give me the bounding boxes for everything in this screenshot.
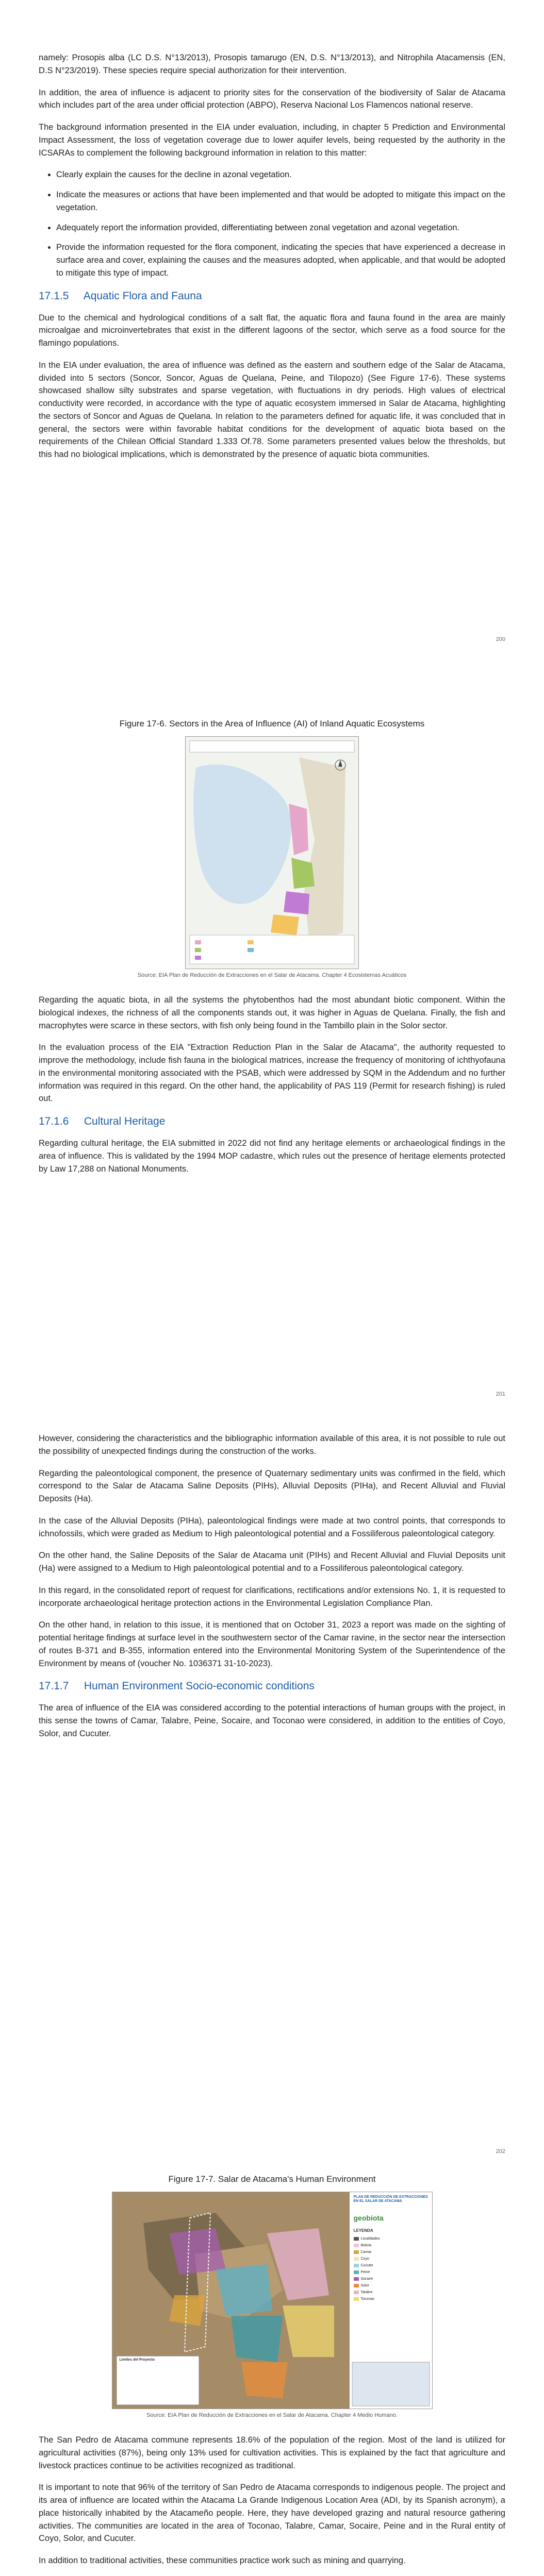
- page-4-body: [39, 2174, 505, 2576]
- figure-source: Source: EIA Plan de Reducción de Extracciones en el Salar de Atacama. Chapter 4 Medio Humano.: [146, 2412, 398, 2418]
- legend-label: Solor: [360, 2284, 369, 2287]
- legend-swatch: [354, 2264, 359, 2267]
- legend-label: Talabre: [360, 2291, 373, 2294]
- page-1: [0, 0, 544, 665]
- legend-label: Coyo: [360, 2257, 369, 2261]
- heritage-paragraph-2: Regarding the paleontological component, the presence of Quaternary sedimentary units was confirmed in the field, which correspond to the Salar de Atacama Saline Deposits (PIHs), Alluvial Deposits (PIHa), and Recent Alluvial and Fluvial Deposits (Ha).: [39, 1468, 505, 1503]
- page-number: 201: [496, 1391, 505, 1397]
- list-item: • Provide the information requested for the flora component, indicating the species that have experienced a decrease in surface area and cover, explaining the causes and the measures adopted, when applicable, and that would be adopted to mitigate this type of impact.: [56, 241, 505, 279]
- legend-entry: [354, 2269, 429, 2276]
- section-number: 17.1.7: [39, 1680, 69, 1692]
- section-heading-aquatic: [39, 290, 505, 302]
- legend-swatch: [354, 2297, 359, 2301]
- aquatic-paragraph-1: Due to the chemical and hydrological conditions of a salt flat, the aquatic flora and fauna found in the area are mainly microalgae and microinvertebrates that exist in the different lagoons of the sector, which serve as a food source for the flamingo populations.: [39, 313, 505, 348]
- map-graphic: [186, 737, 358, 969]
- legend-swatch: [354, 2277, 359, 2281]
- intro-paragraph: namely: Prosopis alba (LC D.S. N°13/2013), Prosopis tamarugo (EN, D.S. N°13/2013), and Nitrophila Atacamensis (EN, D.S N°23/2019). These species require special authorization for their intervention.: [39, 53, 505, 75]
- heritage-paragraph-4: On the other hand, the Saline Deposits of the Salar de Atacama unit (PIHs) and Recent Alluvial and Fluvial Deposits unit (Ha) were assigned to a Medium to High paleontological potential and to a Fossiliferous paleontological category.: [39, 1551, 505, 1573]
- page-3: [0, 1432, 544, 2164]
- section-title: Cultural Heritage: [84, 1115, 166, 1127]
- legend-swatch: [354, 2284, 359, 2287]
- map-inset-label: Limites del Proyecto: [119, 2358, 155, 2362]
- list-item: • Indicate the measures or actions that have been implemented and that would be adopted to mitigate this impact on the vegetation.: [56, 189, 505, 214]
- legend-entry: [354, 2276, 429, 2282]
- legend-entry: [354, 2262, 429, 2269]
- legend-swatch: [354, 2250, 359, 2254]
- page-2: [0, 719, 544, 1422]
- legend-label: Localidades: [360, 2237, 380, 2241]
- biota-paragraph: Regarding the aquatic biota, in all the systems the phytobenthos had the most abundant biotic component. Within the biological indexes, the richness of all the components stands out, it was higher in Aguas de Quelana. Finally, the fish and macrophytes were scarce in these sectors, with fish only being found in the Tambillo plain in the Solor sector.: [39, 995, 505, 1030]
- list-item: • Clearly explain the causes for the decline in azonal vegetation.: [56, 168, 505, 181]
- section-number: 17.1.6: [39, 1115, 69, 1127]
- map-legend-title: LEYENDA: [353, 2228, 373, 2233]
- page-number: 200: [496, 636, 505, 642]
- adjacent-paragraph: In addition, the area of influence is adjacent to priority sites for the conservation of the biodiversity of Salar de Atacama which includes part of the area under official protection (ABPO), Reserva Nacional Los Flamencos national reserve.: [39, 88, 505, 110]
- legend-label: Bolivia: [360, 2244, 372, 2247]
- background-paragraph: The background information presented in the EIA under evaluation, including, in chapter 5 Prediction and Environmental Impact Assessment, the loss of vegetation coverage due to lower aquifer levels, being requested by the authority in the ICSARAs to complement the following background information in relation to this matter:: [39, 123, 505, 158]
- legend-entry: [354, 2289, 429, 2296]
- heritage-paragraph-3: In the case of the Alluvial Deposits (PIHa), paleontological findings were made at two control points, that corresponds to ichnofossils, which were graded as Medium to High paleontological potential and a Fossiliferous paleontological category.: [39, 1516, 505, 1538]
- section-heading-human: [39, 1680, 505, 1692]
- human-paragraph-2: It is important to note that 96% of the territory of San Pedro de Atacama corresponds to indigenous people. The project and its area of influence are located within the Atacama La Grande Indigenous Location Area (ADI, by its Spanish acronym), a place historically inhabited by the Atacameño people. Here, they have developed grazing and natural resource gathering activities. The communities are located in the area of Toconao, Talabre, Camar, Socaire, Peine and in the Rural entity of Coyo, Solor, and Cucuter.: [39, 2483, 505, 2544]
- legend-entry: [354, 2256, 429, 2262]
- map-legend: [354, 2235, 429, 2302]
- evaluation-paragraph: In the evaluation process of the EIA "Extraction Reduction Plan in the Salar de Atacama", the authority requested to improve the methodology, include fish fauna in the biological matrices, increase the frequency of monitoring of ichthyofauna in the environmental monitoring associated with the PSAB, which were addressed by SQM in the Addendum and no further information was required in this regard. On the other hand, the applicability of PAS 119 (Permit for research fishing) is ruled out.: [39, 1043, 505, 1104]
- page-number: 202: [496, 2148, 505, 2155]
- legend-label: Cucuter: [360, 2264, 374, 2267]
- heritage-paragraph-1: However, considering the characteristics and the bibliographic information available of this area, it is not possible to rule out the possibility of unexpected findings during the construction of the works.: [39, 1434, 505, 1456]
- legend-swatch: [354, 2237, 359, 2241]
- page-3-body: [39, 1432, 505, 1750]
- legend-label: Socaire: [360, 2277, 373, 2281]
- page-1-body: [39, 52, 505, 470]
- aquatic-paragraph-2: In the EIA under evaluation, the area of influence was defined as the eastern and southern edge of the Salar de Atacama, divided into 5 sectors (Soncor, Soncor, Aguas de Quelana, Peine, and Tilopozo) (See Figure 17-6). These systems showcased shallow silty substrates and sparse vegetation, with fluctuations in dry periods. High values of electrical conductivity were recorded, in accordance with the type of aquatic ecosystem immersed in Salar de Atacama, highlighting the sectors of Soncor and Aguas de Quelana. In relation to the parameters defined for aquatic life, it was concluded that in general, the sectors were within favorable habitat conditions for the development of aquatic biota based on the requirements of the Chilean Official Standard 1.333 Of.78. Some parameters presented values below the thresholds, but this had no biological implications, which is demonstrated by the presence of aquatic biota communities.: [39, 360, 505, 459]
- aquatic-sectors-map: [185, 736, 359, 969]
- legend-swatch: [354, 2291, 359, 2294]
- legend-swatch: [354, 2257, 359, 2261]
- legend-label: Camar: [360, 2250, 372, 2254]
- section-number: 17.1.5: [39, 290, 69, 302]
- legend-swatch: [354, 2244, 359, 2247]
- human-paragraph-1: The San Pedro de Atacama commune represents 18.6% of the population of the region. Most of the land is utilized for agricultural activities (87%), being only 13% used for cultivation activities. This is explained by the fact that agriculture and livestock practices continue to be activities recognized as traditional.: [39, 2435, 505, 2470]
- legend-swatch: [354, 2270, 359, 2274]
- page-4: [0, 2174, 544, 2576]
- list-item: • Adequately report the information provided, differentiating between zonal vegetation and azonal vegetation.: [56, 222, 505, 234]
- legend-label: Peine: [360, 2270, 370, 2274]
- human-paragraph: The area of influence of the EIA was considered according to the potential interactions of human groups with the project, in this sense the towns of Camar, Talabre, Peine, Socaire, and Toconao were considered, in addition to the entities of Coyo, Solor, and Cucuter.: [39, 1703, 505, 1738]
- map-header: PLAN DE REDUCCIÓN DE EXTRACCIONES EN EL SALAR DE ATACAMA: [353, 2195, 428, 2204]
- legend-entry: [354, 2296, 429, 2302]
- legend-entry: [354, 2249, 429, 2256]
- page-2-body: [39, 719, 505, 1184]
- figure-title: Figure 17-6. Sectors in the Area of Influence (AI) of Inland Aquatic Ecosystems: [119, 719, 425, 728]
- human-paragraph-3: In addition to traditional activities, these communities practice work such as mining and quarrying.: [39, 2556, 406, 2565]
- section-title: Aquatic Flora and Fauna: [83, 290, 202, 302]
- section-title: Human Environment Socio-economic conditions: [84, 1680, 315, 1692]
- legend-label: Toconao: [360, 2297, 374, 2301]
- requirements-list: [39, 168, 505, 279]
- heritage-paragraph-5: In this regard, in the consolidated report of request for clarifications, rectifications and/or extensions No. 1, it is requested to incorporate archaeological heritage protection actions in the Environmental Legislation Compliance Plan.: [39, 1585, 505, 1608]
- human-environment-map: [112, 2192, 433, 2409]
- figure-source: Source: EIA Plan de Reducción de Extracciones en el Salar de Atacama. Chapter 4 Ecosistemas Acuáticos: [137, 972, 407, 978]
- legend-entry: [354, 2235, 429, 2242]
- legend-entry: [354, 2242, 429, 2249]
- cultural-paragraph: Regarding cultural heritage, the EIA submitted in 2022 did not find any heritage elements or archaeological findings in the area of influence. This is validated by the 1994 MOP cadastre, which rules out the presence of heritage elements protected by Law 17,288 on National Monuments.: [39, 1139, 505, 1174]
- section-heading-cultural: [39, 1115, 505, 1128]
- heritage-paragraph-6: On the other hand, in relation to this issue, it is mentioned that on October 31, 2023 a report was made on the sighting of potential heritage findings at surface level in the southwestern sector of the Camar ravine, in the sector near the intersection of routes B-371 and B-355, information entered into the Environmental Monitoring System of the Superintendence of the Environment by means of (voucher No. 1036371 31-10-2023).: [39, 1620, 505, 1668]
- legend-entry: [354, 2282, 429, 2289]
- map-brand-logo: geobiota: [353, 2214, 384, 2222]
- figure-title: Figure 17-7. Salar de Atacama's Human Environment: [168, 2174, 376, 2184]
